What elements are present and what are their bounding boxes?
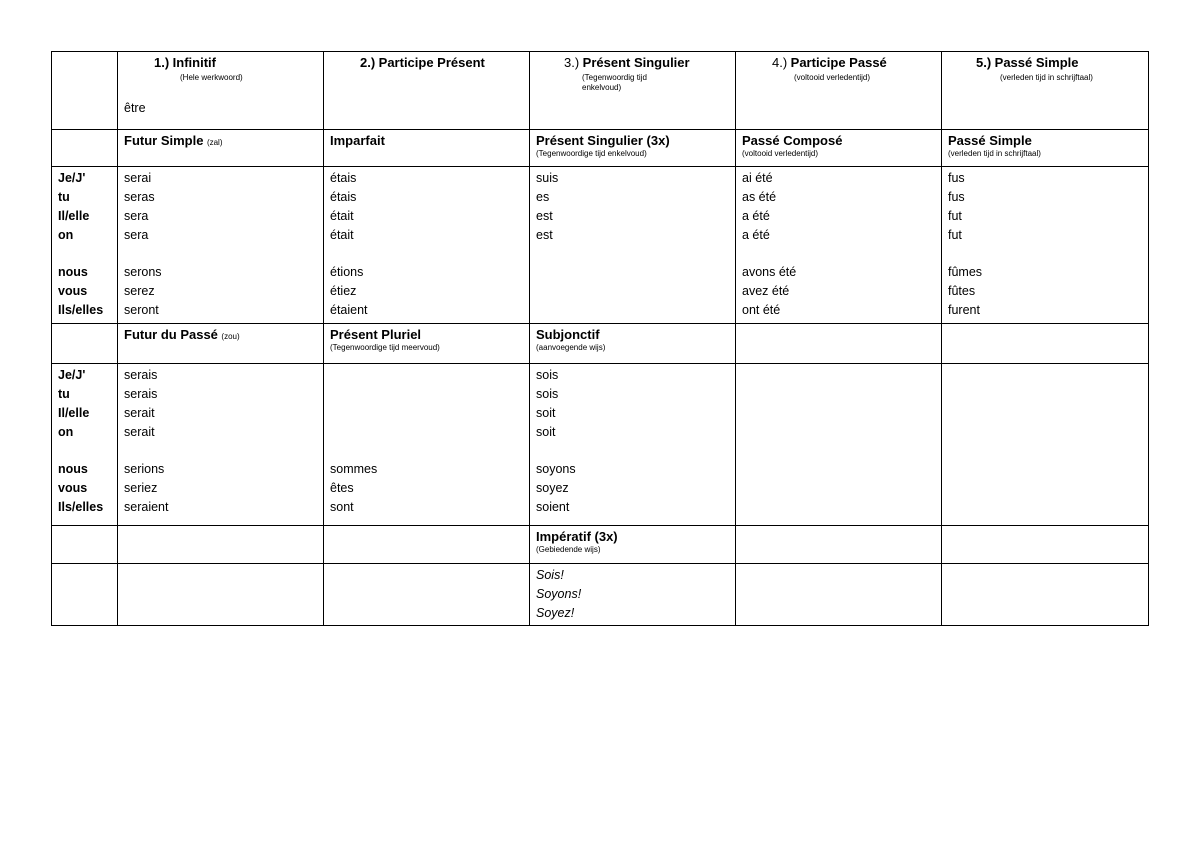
header-infinitif [118, 52, 324, 130]
pronoun: tu [58, 387, 70, 401]
tense-header-imparfait [324, 130, 530, 167]
passe-simple-forms [942, 167, 1149, 324]
header-title: Présent Singulier [582, 55, 690, 70]
futur-simple-forms [118, 167, 324, 324]
verb-form: a été [742, 228, 770, 242]
verb-form: soyez [536, 481, 569, 495]
pronoun: Il/elle [58, 209, 90, 223]
header-sub: (Hele werkwoord) [180, 73, 243, 82]
verb-form: seraient [124, 500, 169, 514]
tense-header-imperatif [530, 526, 736, 564]
pronoun: vous [58, 284, 88, 298]
tense-header-futur-du-passe [118, 324, 324, 364]
verb-form [330, 385, 523, 404]
verb-form: êtes [330, 481, 354, 495]
tense-sub: (Tegenwoordige tijd meervoud) [330, 343, 440, 352]
tense-header-row [52, 324, 1149, 364]
passe-compose-forms [736, 167, 942, 324]
tense-sub: (aanvoegende wijs) [536, 343, 606, 352]
pronoun: Je/J' [58, 171, 86, 185]
empty-cell [118, 564, 324, 626]
pronoun: on [58, 228, 74, 242]
verb-form [330, 423, 523, 442]
pronoun: nous [58, 462, 88, 476]
verb-form: seriez [124, 481, 158, 495]
empty-cell [52, 130, 118, 167]
header-sub: enkelvoud) [582, 83, 622, 92]
pronoun-cell [52, 167, 118, 324]
header-present-singulier [530, 52, 736, 130]
verb-form: serai [124, 171, 152, 185]
verb-form: sera [124, 228, 149, 242]
verb-form: fûtes [948, 284, 976, 298]
tense-sub: (verleden tijd in schrijftaal) [948, 149, 1041, 158]
verb-form [330, 404, 523, 423]
verb-form: est [536, 209, 553, 223]
header-passe-simple [942, 52, 1149, 130]
verb-form: était [330, 209, 354, 223]
imparfait-forms [324, 167, 530, 324]
verb-form: soyons [536, 462, 576, 476]
tense-title: Passé Composé [742, 133, 843, 148]
verb-form: furent [948, 303, 980, 317]
pronoun: Je/J' [58, 368, 86, 382]
pronoun: Ils/elles [58, 500, 104, 514]
verb-form: est [536, 228, 553, 242]
verb-form: suis [536, 171, 559, 185]
header-title: Participe Présent [378, 55, 485, 70]
pronoun: Il/elle [58, 406, 90, 420]
verb-form: étaient [330, 303, 368, 317]
verb-form: fut [948, 228, 962, 242]
verb-form: étais [330, 171, 357, 185]
tense-title: Impératif (3x) [536, 529, 618, 544]
header-participe-present [324, 52, 530, 130]
empty-cell [736, 364, 942, 526]
tense-title: Subjonctif [536, 327, 600, 342]
verb-form: étais [330, 190, 357, 204]
verb-form: était [330, 228, 354, 242]
header-number: 3.) [564, 55, 580, 70]
tense-header-present-singulier [530, 130, 736, 167]
conjugation-row [52, 364, 1149, 526]
verb-form: a été [742, 209, 770, 223]
verb-form: étions [330, 265, 364, 279]
verb-form: soient [536, 500, 570, 514]
verb-form: serions [124, 462, 165, 476]
present-singulier-forms [530, 167, 736, 324]
tense-note: (zou) [221, 332, 240, 341]
verb-form: serez [124, 284, 155, 298]
tense-header-row [52, 130, 1149, 167]
empty-cell [942, 526, 1149, 564]
empty-cell [736, 324, 942, 364]
header-number: 4.) [772, 55, 788, 70]
pronoun: tu [58, 190, 70, 204]
header-sub: (Tegenwoordig tijd [582, 73, 647, 82]
empty-cell [942, 564, 1149, 626]
present-pluriel-forms [324, 364, 530, 526]
tense-sub: (Gebiedende wijs) [536, 545, 601, 554]
verb-form: ont été [742, 303, 781, 317]
header-number: 2.) [360, 55, 376, 70]
verb-form: soit [536, 425, 556, 439]
header-row [52, 52, 1149, 130]
verb-form: seras [124, 190, 155, 204]
futur-du-passe-forms [118, 364, 324, 526]
header-sub: (verleden tijd in schrijftaal) [1000, 73, 1093, 82]
empty-cell [736, 526, 942, 564]
tense-header-passe-compose [736, 130, 942, 167]
header-number: 1.) [154, 55, 170, 70]
verb-form: sommes [330, 462, 378, 476]
tense-header-passe-simple [942, 130, 1149, 167]
verb-form: serait [124, 425, 155, 439]
verb-form: ai été [742, 171, 773, 185]
infinitif-value: être [124, 101, 146, 115]
imperatif-forms [530, 564, 736, 626]
empty-cell [52, 564, 118, 626]
tense-title: Futur Simple [124, 133, 204, 148]
tense-title: Présent Singulier (3x) [536, 133, 670, 148]
tense-header-subjonctif [530, 324, 736, 364]
header-title: Infinitif [172, 55, 216, 70]
empty-cell [942, 364, 1149, 526]
verb-form: Soyons! [536, 587, 582, 601]
verb-form: soit [536, 406, 556, 420]
header-title: Participe Passé [790, 55, 887, 70]
tense-header-row [52, 526, 1149, 564]
empty-cell [324, 526, 530, 564]
verb-form: serait [124, 406, 155, 420]
verb-form [330, 366, 523, 385]
empty-cell [52, 324, 118, 364]
tense-title: Présent Pluriel [330, 327, 422, 342]
empty-cell [942, 324, 1149, 364]
verb-form: sois [536, 368, 559, 382]
verb-form: fut [948, 209, 962, 223]
verb-form: sera [124, 209, 149, 223]
empty-cell [324, 564, 530, 626]
conjugation-row [52, 167, 1149, 324]
verb-form: as été [742, 190, 777, 204]
verb-form: seront [124, 303, 159, 317]
verb-form: fûmes [948, 265, 983, 279]
verb-form: es [536, 190, 550, 204]
pronoun: vous [58, 481, 88, 495]
header-title: Passé Simple [994, 55, 1079, 70]
conjugation-row [52, 564, 1149, 626]
verb-form: Sois! [536, 568, 564, 582]
verb-form: fus [948, 190, 965, 204]
verb-form: étiez [330, 284, 357, 298]
empty-cell [52, 52, 118, 130]
pronoun: on [58, 425, 74, 439]
verb-form: sont [330, 500, 354, 514]
tense-sub: (voltooid verledentijd) [742, 149, 819, 158]
pronoun-cell [52, 364, 118, 526]
empty-cell [118, 526, 324, 564]
header-sub: (voltooid verledentijd) [794, 73, 871, 82]
verb-form: sois [536, 387, 559, 401]
header-number: 5.) [976, 55, 992, 70]
verb-form: serais [124, 368, 158, 382]
verb-form: avez été [742, 284, 790, 298]
conjugation-table [51, 51, 1149, 626]
tense-title: Futur du Passé [124, 327, 218, 342]
verb-form: fus [948, 171, 965, 185]
subjonctif-forms [530, 364, 736, 526]
pronoun: Ils/elles [58, 303, 104, 317]
tense-title: Imparfait [330, 133, 385, 148]
empty-cell [736, 564, 942, 626]
header-participe-passe [736, 52, 942, 130]
verb-form: avons été [742, 265, 797, 279]
verb-form: serais [124, 387, 158, 401]
tense-note: (zal) [206, 138, 223, 147]
verb-form: serons [124, 265, 162, 279]
tense-title: Passé Simple [948, 133, 1032, 148]
verb-form: Soyez! [536, 606, 575, 620]
empty-cell [52, 526, 118, 564]
tense-header-futur-simple [118, 130, 324, 167]
tense-sub: (Tegenwoordige tijd enkelvoud) [536, 149, 647, 158]
tense-header-present-pluriel [324, 324, 530, 364]
pronoun: nous [58, 265, 88, 279]
